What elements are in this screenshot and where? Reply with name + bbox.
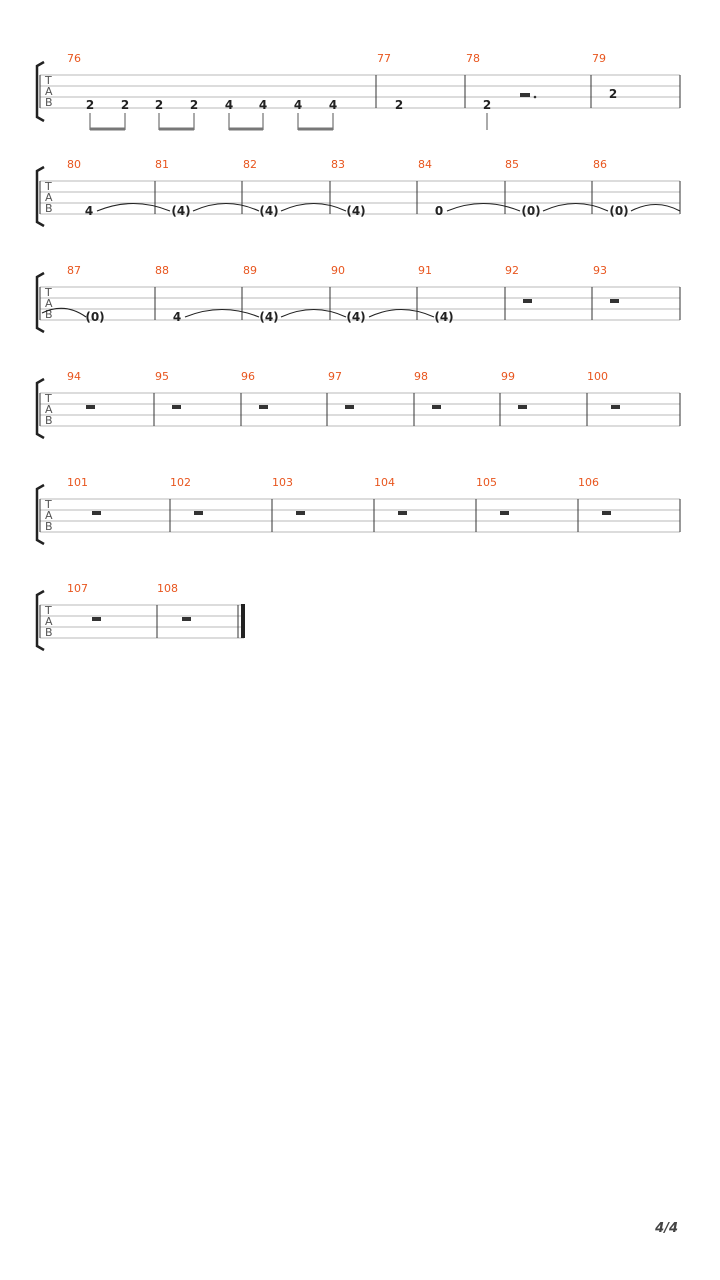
fret-number: 4	[258, 98, 268, 112]
measure-number: 99	[501, 370, 515, 383]
clef-letter-a: A	[45, 403, 53, 416]
clef-letter-t: T	[45, 74, 52, 87]
whole-rest	[518, 405, 527, 409]
tie-arc	[281, 310, 346, 318]
fret-number: (4)	[259, 204, 279, 218]
fret-number: 4	[84, 204, 94, 218]
measure-number: 81	[155, 158, 169, 171]
fret-number: 4	[172, 310, 182, 324]
clef-letter-b: B	[45, 414, 53, 427]
clef-letter-t: T	[45, 286, 52, 299]
measure-number: 87	[67, 264, 81, 277]
tab-system	[40, 476, 680, 533]
fret-number: (0)	[521, 204, 541, 218]
clef-letter-b: B	[45, 520, 53, 533]
whole-rest	[194, 511, 203, 515]
fret-number: (0)	[85, 310, 105, 324]
measure-number: 107	[67, 582, 88, 595]
measure-number: 108	[157, 582, 178, 595]
fret-number: 2	[482, 98, 492, 112]
measure-number: 86	[593, 158, 607, 171]
whole-rest	[172, 405, 181, 409]
whole-rest	[182, 617, 191, 621]
measure-number: 106	[578, 476, 599, 489]
clef-letter-a: A	[45, 85, 53, 98]
fret-number: 2	[608, 87, 618, 101]
measure-number: 94	[67, 370, 81, 383]
fret-number: 0	[434, 204, 444, 218]
whole-rest	[92, 511, 101, 515]
whole-rest	[92, 617, 101, 621]
measure-number: 76	[67, 52, 81, 65]
clef-letter-t: T	[45, 392, 52, 405]
fret-number: (0)	[609, 204, 629, 218]
tab-system	[40, 52, 680, 130]
fret-number: 4	[224, 98, 234, 112]
fret-number: 2	[85, 98, 95, 112]
measure-number: 92	[505, 264, 519, 277]
measure-number: 105	[476, 476, 497, 489]
whole-rest	[259, 405, 268, 409]
clef-letter-a: A	[45, 297, 53, 310]
measure-number: 95	[155, 370, 169, 383]
measure-number: 79	[592, 52, 606, 65]
clef-letter-t: T	[45, 604, 52, 617]
tie-arc	[281, 204, 346, 212]
page-number: 4/4	[655, 1221, 678, 1236]
measure-number: 100	[587, 370, 608, 383]
measure-number: 90	[331, 264, 345, 277]
measure-number: 89	[243, 264, 257, 277]
fret-number: 2	[394, 98, 404, 112]
measure-number: 101	[67, 476, 88, 489]
tab-system	[40, 582, 244, 639]
measure-number: 97	[328, 370, 342, 383]
whole-rest	[500, 511, 509, 515]
whole-rest	[296, 511, 305, 515]
clef-letter-b: B	[45, 626, 53, 639]
measure-number: 80	[67, 158, 81, 171]
measure-number: 77	[377, 52, 391, 65]
whole-rest	[345, 405, 354, 409]
clef-letter-t: T	[45, 498, 52, 511]
tie-arc	[631, 205, 680, 212]
measure-number: 102	[170, 476, 191, 489]
tab-system	[40, 264, 680, 324]
whole-rest	[602, 511, 611, 515]
measure-number: 96	[241, 370, 255, 383]
measure-number: 84	[418, 158, 432, 171]
measure-number: 98	[414, 370, 428, 383]
tie-arc	[369, 310, 434, 318]
clef-letter-b: B	[45, 308, 53, 321]
fret-number: 4	[328, 98, 338, 112]
fret-number: (4)	[259, 310, 279, 324]
fret-number: (4)	[171, 204, 191, 218]
measure-number: 103	[272, 476, 293, 489]
whole-rest	[610, 299, 619, 303]
fret-number: 2	[120, 98, 130, 112]
fret-number: (4)	[346, 310, 366, 324]
tab-system	[40, 370, 680, 427]
whole-rest	[398, 511, 407, 515]
tie-arc	[185, 310, 259, 318]
measure-number: 78	[466, 52, 480, 65]
clef-letter-b: B	[45, 202, 53, 215]
eighth-note-beams	[90, 113, 333, 130]
clef-letter-a: A	[45, 615, 53, 628]
measure-number: 82	[243, 158, 257, 171]
tie-arc	[97, 204, 170, 212]
fret-number: 2	[189, 98, 199, 112]
clef-letter-t: T	[45, 180, 52, 193]
clef-letter-b: B	[45, 96, 53, 109]
fret-number: (4)	[346, 204, 366, 218]
fret-number: 2	[154, 98, 164, 112]
measure-number: 104	[374, 476, 395, 489]
measure-number: 91	[418, 264, 432, 277]
whole-rest	[523, 299, 532, 303]
whole-rest	[86, 405, 95, 409]
measure-number: 93	[593, 264, 607, 277]
measure-number: 88	[155, 264, 169, 277]
measure-number: 85	[505, 158, 519, 171]
fret-number: 4	[293, 98, 303, 112]
tab-system	[40, 158, 680, 218]
measure-number: 83	[331, 158, 345, 171]
tie-arc	[447, 204, 520, 212]
fret-number: (4)	[434, 310, 454, 324]
clef-letter-a: A	[45, 509, 53, 522]
whole-rest	[611, 405, 620, 409]
tie-arc	[193, 204, 259, 212]
whole-rest	[432, 405, 441, 409]
dotted-half-rest	[520, 93, 536, 98]
tie-arc	[543, 204, 608, 212]
clef-letter-a: A	[45, 191, 53, 204]
